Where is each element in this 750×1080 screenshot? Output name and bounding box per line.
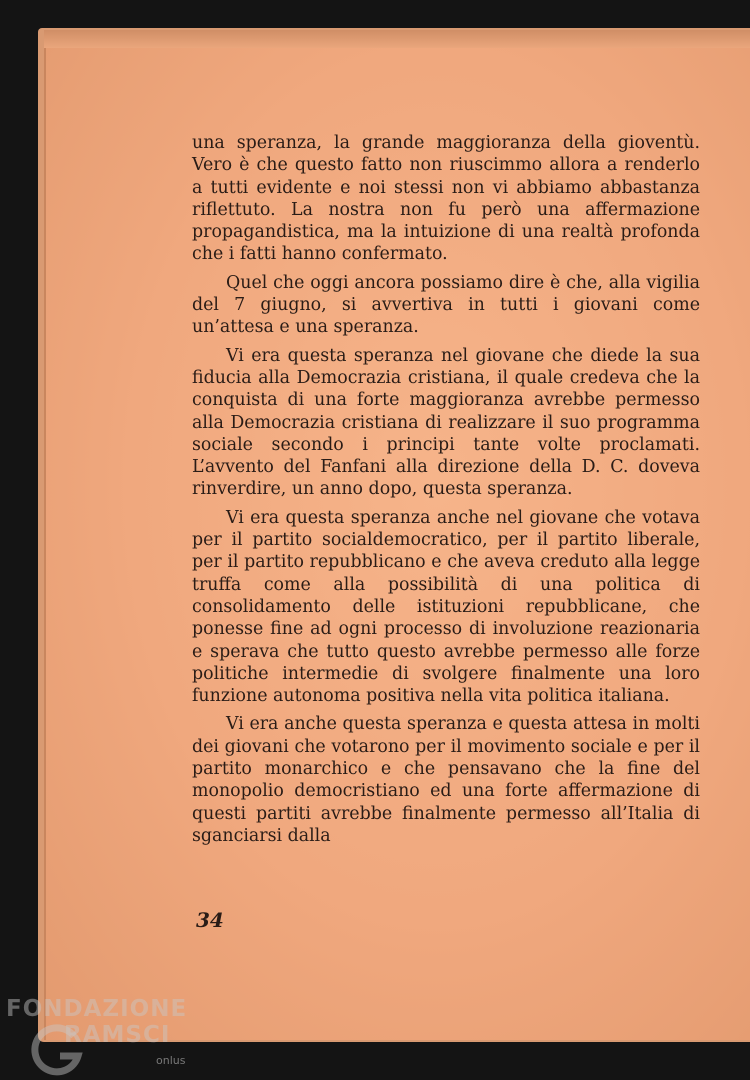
paragraph-2: Quel che oggi ancora possiamo dire è che, alla vigilia del 7 giugno, si avvertiva in tutti i giovani come un’attesa e una speranza.: [192, 272, 700, 338]
page-text: [192, 132, 700, 853]
paragraph-1: una speranza, la grande maggioranza della gioventù. Vero è che questo fatto non riuscimmo allora a renderlo a tutti evidente e noi stessi non vi abbiamo abbastanza riflettuto. La nostra non fu però una affermazione propagandistica, ma la intuizione di una realtà profonda che i fatti hanno confermato.: [192, 133, 700, 265]
paragraph-4: Vi era questa speranza anche nel giovane che votava per il partito socialdemocratico, per il partito liberale, per il partito repubblicano e che aveva creduto alla legge truffa come alla possibilità di una politica di consolidamento delle istituzioni repubblicane, che ponesse fine ad ogni processo di involuzione reazionaria e sperava che tutto questo avrebbe permesso alle forze politiche intermedie di svolgere finalmente una loro funzione autonoma positiva nella vita politica italiana.: [192, 507, 700, 707]
watermark-line-2: RAMSCI: [64, 1022, 171, 1048]
paragraph-5: Vi era anche questa speranza e questa attesa in molti dei giovani che votarono per il movimento sociale e per il partito monarchico e che pensavano che la fine del monopolio democristiano ed una forte affermazione di questi partiti avrebbe finalmente permesso all’Italia di sganciarsi dalla: [192, 714, 700, 846]
watermark-suffix: onlus: [156, 1054, 186, 1067]
watermark-line-1: FONDAZIONE: [6, 996, 188, 1022]
watermark: [6, 996, 206, 1080]
page-number: 34: [196, 908, 224, 932]
paragraph-3: Vi era questa speranza nel giovane che diede la sua fiducia alla Democrazia cristiana, il quale credeva che la conquista di una forte maggioranza avrebbe permesso alla Democrazia cristiana di realizzare il suo programma sociale secondo i principi tante volte proclamati. L’avvento del Fanfani alla direzione della D. C. doveva rinverdire, un anno dopo, questa speranza.: [192, 345, 700, 500]
page-top-edge: [44, 30, 750, 48]
